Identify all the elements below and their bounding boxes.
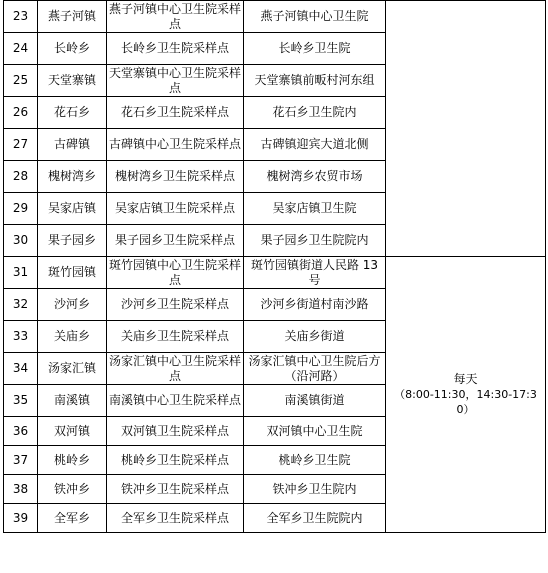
town-name-cell: 天堂寨镇 — [38, 65, 107, 97]
town-name-cell: 双河镇 — [38, 417, 107, 446]
town-name-cell: 吴家店镇 — [38, 193, 107, 225]
row-number-cell: 31 — [4, 257, 38, 289]
town-name-cell: 燕子河镇 — [38, 1, 107, 33]
sampling-point-cell: 长岭乡卫生院采样点 — [107, 33, 244, 65]
sampling-point-cell: 铁冲乡卫生院采样点 — [107, 475, 244, 504]
address-cell: 关庙乡街道 — [244, 321, 386, 353]
sampling-point-cell: 槐树湾乡卫生院采样点 — [107, 161, 244, 193]
address-cell: 天堂寨镇前畈村河东组 — [244, 65, 386, 97]
sampling-point-cell: 桃岭乡卫生院采样点 — [107, 446, 244, 475]
sampling-point-cell: 全军乡卫生院采样点 — [107, 504, 244, 533]
row-number-cell: 26 — [4, 97, 38, 129]
sampling-point-cell: 双河镇卫生院采样点 — [107, 417, 244, 446]
town-name-cell: 全军乡 — [38, 504, 107, 533]
row-number-cell: 33 — [4, 321, 38, 353]
sampling-sites-table-body — [4, 1, 546, 533]
row-number-cell: 32 — [4, 289, 38, 321]
row-number-cell: 29 — [4, 193, 38, 225]
row-number-cell: 36 — [4, 417, 38, 446]
address-cell: 果子园乡卫生院院内 — [244, 225, 386, 257]
sampling-point-cell: 天堂寨镇中心卫生院采样点 — [107, 65, 244, 97]
sampling-point-cell: 沙河乡卫生院采样点 — [107, 289, 244, 321]
address-cell: 槐树湾乡农贸市场 — [244, 161, 386, 193]
row-number-cell: 28 — [4, 161, 38, 193]
address-cell: 全军乡卫生院院内 — [244, 504, 386, 533]
sampling-point-cell: 花石乡卫生院采样点 — [107, 97, 244, 129]
town-name-cell: 果子园乡 — [38, 225, 107, 257]
address-cell: 吴家店镇卫生院 — [244, 193, 386, 225]
service-days-label: 每天 — [453, 372, 478, 386]
town-name-cell: 长岭乡 — [38, 33, 107, 65]
table-row — [4, 257, 546, 289]
town-name-cell: 南溪镇 — [38, 385, 107, 417]
town-name-cell: 铁冲乡 — [38, 475, 107, 504]
sampling-point-cell: 斑竹园镇中心卫生院采样点 — [107, 257, 244, 289]
address-cell: 汤家汇镇中心卫生院后方（沿河路） — [244, 353, 386, 385]
address-cell: 双河镇中心卫生院 — [244, 417, 386, 446]
row-number-cell: 37 — [4, 446, 38, 475]
town-name-cell: 关庙乡 — [38, 321, 107, 353]
town-name-cell: 桃岭乡 — [38, 446, 107, 475]
town-name-cell: 花石乡 — [38, 97, 107, 129]
row-number-cell: 27 — [4, 129, 38, 161]
row-number-cell: 23 — [4, 1, 38, 33]
address-cell: 南溪镇街道 — [244, 385, 386, 417]
sampling-point-cell: 关庙乡卫生院采样点 — [107, 321, 244, 353]
address-cell: 斑竹园镇街道人民路 13 号 — [244, 257, 386, 289]
address-cell: 花石乡卫生院内 — [244, 97, 386, 129]
row-number-cell: 38 — [4, 475, 38, 504]
address-cell: 铁冲乡卫生院内 — [244, 475, 386, 504]
row-number-cell: 35 — [4, 385, 38, 417]
sampling-sites-table — [3, 0, 546, 533]
service-hours-cell — [386, 257, 546, 533]
row-number-cell: 39 — [4, 504, 38, 533]
address-cell: 沙河乡街道村南沙路 — [244, 289, 386, 321]
town-name-cell: 汤家汇镇 — [38, 353, 107, 385]
address-cell: 古碑镇迎宾大道北侧 — [244, 129, 386, 161]
time-cell-upper — [386, 1, 546, 257]
sampling-point-cell: 果子园乡卫生院采样点 — [107, 225, 244, 257]
row-number-cell: 25 — [4, 65, 38, 97]
address-cell: 长岭乡卫生院 — [244, 33, 386, 65]
row-number-cell: 34 — [4, 353, 38, 385]
sampling-point-cell: 燕子河镇中心卫生院采样点 — [107, 1, 244, 33]
service-hours-text: （8:00-11:30，14:30-17:30） — [394, 388, 537, 416]
row-number-cell: 30 — [4, 225, 38, 257]
sampling-point-cell: 古碑镇中心卫生院采样点 — [107, 129, 244, 161]
town-name-cell: 古碑镇 — [38, 129, 107, 161]
town-name-cell: 槐树湾乡 — [38, 161, 107, 193]
sampling-point-cell: 南溪镇中心卫生院采样点 — [107, 385, 244, 417]
address-cell: 燕子河镇中心卫生院 — [244, 1, 386, 33]
address-cell: 桃岭乡卫生院 — [244, 446, 386, 475]
town-name-cell: 沙河乡 — [38, 289, 107, 321]
town-name-cell: 斑竹园镇 — [38, 257, 107, 289]
table-row — [4, 1, 546, 33]
row-number-cell: 24 — [4, 33, 38, 65]
sampling-point-cell: 汤家汇镇中心卫生院采样点 — [107, 353, 244, 385]
sampling-point-cell: 吴家店镇卫生院采样点 — [107, 193, 244, 225]
